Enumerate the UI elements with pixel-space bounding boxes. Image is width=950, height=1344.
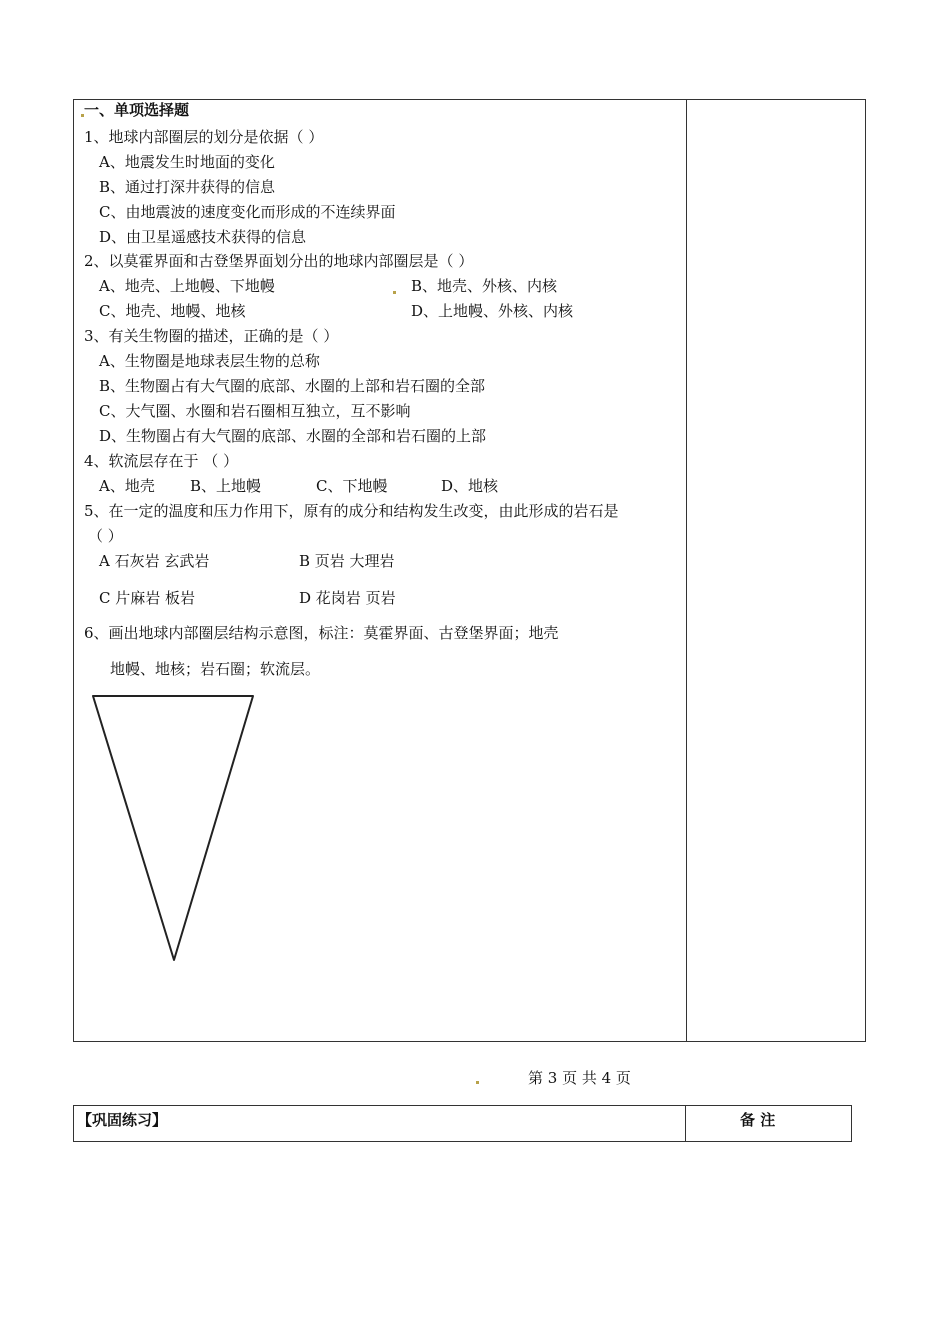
q5-option-b: B 页岩 大理岩	[299, 552, 395, 570]
section-title: 一、单项选择题	[84, 101, 190, 119]
q2-option-c: C、地壳、地幔、地核	[99, 302, 246, 320]
question-5-stem-cont: （ ）	[88, 527, 123, 545]
question-3-stem: 3、有关生物圈的描述，正确的是（ ）	[84, 327, 339, 345]
practice-notes-divider	[685, 1106, 686, 1141]
q1-option-c: C、由地震波的速度变化而形成的不连续界面	[99, 203, 396, 221]
marker-dot	[393, 291, 396, 294]
q5-option-d: D 花岗岩 页岩	[299, 589, 396, 607]
q3-option-d: D、生物圈占有大气圈的底部、水圈的全部和岩石圈的上部	[99, 427, 487, 445]
q2-option-a: A、地壳、上地幔、下地幔	[99, 277, 275, 295]
q2-option-b: B、地壳、外核、内核	[411, 277, 558, 295]
q3-option-c: C、大气圈、水圈和岩石圈相互独立，互不影响	[99, 402, 411, 420]
question-6-stem-cont: 地幔、地核；岩石圈；软流层。	[110, 660, 321, 678]
q3-option-a: A、生物圈是地球表层生物的总称	[99, 352, 320, 370]
question-1-stem: 1、地球内部圈层的划分是依据（ ）	[84, 128, 324, 146]
notes-label: 备 注	[740, 1111, 776, 1129]
practice-title: 【巩固练习】	[77, 1111, 168, 1129]
q2-option-d: D、上地幔、外核、内核	[411, 302, 574, 320]
q4-option-b: B、上地幔	[190, 477, 262, 495]
q1-option-b: B、通过打深井获得的信息	[99, 178, 276, 196]
page-number: 第 3 页 共 4 页	[528, 1069, 631, 1087]
notes-column-divider	[686, 100, 687, 1041]
marker-dot	[476, 1081, 479, 1084]
q5-option-a: A 石灰岩 玄武岩	[99, 552, 210, 570]
q4-option-d: D、地核	[441, 477, 499, 495]
practice-box	[73, 1105, 852, 1142]
triangle-outline	[93, 696, 253, 960]
question-6-stem: 6、画出地球内部圈层结构示意图，标注：莫霍界面、古登堡界面；地壳	[84, 624, 559, 642]
q1-option-a: A、地震发生时地面的变化	[99, 153, 275, 171]
q5-option-c: C 片麻岩 板岩	[99, 589, 196, 607]
q1-option-d: D、由卫星遥感技术获得的信息	[99, 228, 307, 246]
q3-option-b: B、生物圈占有大气圈的底部、水圈的上部和岩石圈的全部	[99, 377, 486, 395]
question-2-stem: 2、以莫霍界面和古登堡界面划分出的地球内部圈层是（ ）	[84, 252, 474, 270]
q4-option-a: A、地壳	[99, 477, 155, 495]
earth-structure-triangle-diagram	[88, 690, 260, 965]
question-5-stem: 5、在一定的温度和压力作用下，原有的成分和结构发生改变，由此形成的岩石是	[84, 502, 619, 520]
question-4-stem: 4、软流层存在于 （ ）	[84, 452, 239, 470]
q4-option-c: C、下地幔	[316, 477, 388, 495]
